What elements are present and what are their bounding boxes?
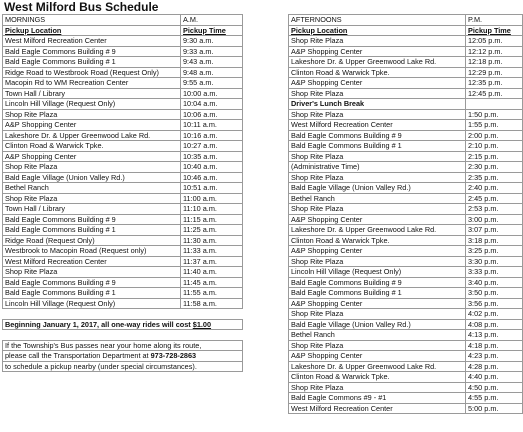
footer-call-text: please call the Transportation Department at	[5, 351, 151, 360]
table-row	[289, 78, 523, 89]
table-row	[289, 57, 523, 68]
pickup-location-cell: West Milford Recreation Center	[3, 36, 181, 47]
pickup-time-cell: 11:55 a.m.	[181, 288, 243, 299]
pickup-location-cell: Bald Eagle Commons Building # 1	[289, 141, 466, 152]
table-row	[3, 130, 243, 141]
pickup-location-cell: West Milford Recreation Center	[289, 403, 466, 414]
morning-schedule-table	[2, 14, 243, 372]
table-row	[3, 298, 243, 309]
footer-line-3: to schedule a pickup nearby (under special circumstances).	[3, 361, 243, 372]
pickup-time-cell: 4:08 p.m.	[466, 319, 523, 330]
table-row	[289, 382, 523, 393]
footer-row	[3, 361, 243, 372]
pickup-time-cell: 4:23 p.m.	[466, 351, 523, 362]
table-row	[289, 393, 523, 404]
table-row	[289, 403, 523, 414]
pickup-location-cell: Bald Eagle Commons Building # 1	[3, 225, 181, 236]
table-row	[289, 351, 523, 362]
pickup-location-cell: Bald Eagle Commons Building # 9	[3, 277, 181, 288]
pickup-location-cell: Bald Eagle Commons #9 - #1	[289, 393, 466, 404]
pickup-location-cell: Bethel Ranch	[3, 183, 181, 194]
pickup-time-cell: 10:16 a.m.	[181, 130, 243, 141]
footer-row	[3, 351, 243, 362]
footer-row	[3, 340, 243, 351]
table-row	[3, 277, 243, 288]
pickup-time-cell: 12:18 p.m.	[466, 57, 523, 68]
table-row	[3, 120, 243, 131]
pickup-location-cell: A&P Shopping Center	[289, 214, 466, 225]
table-row	[3, 193, 243, 204]
pickup-time-cell: 4:28 p.m.	[466, 361, 523, 372]
pickup-location-cell: Shop Rite Plaza	[289, 88, 466, 99]
footer-line-1: If the Township's Bus passes near your home along its route,	[3, 340, 243, 351]
table-row	[289, 225, 523, 236]
pickup-location-cell: Shop Rite Plaza	[289, 172, 466, 183]
pickup-location-cell: Shop Rite Plaza	[3, 193, 181, 204]
pickup-time-cell: 12:12 p.m.	[466, 46, 523, 57]
pickup-location-cell: Clinton Road & Warwick Tpke.	[3, 141, 181, 152]
pickup-time-cell: 9:43 a.m.	[181, 57, 243, 68]
table-row	[289, 141, 523, 152]
pickup-time-header: Pickup Time	[181, 25, 243, 36]
pickup-time-cell: 10:06 a.m.	[181, 109, 243, 120]
pickup-time-cell: 10:11 a.m.	[181, 120, 243, 131]
fare-notice-text: Beginning January 1, 2017, all one-way rides will cost	[5, 319, 193, 329]
pickup-location-cell: Shop Rite Plaza	[289, 256, 466, 267]
pickup-time-cell: 2:00 p.m.	[466, 130, 523, 141]
pickup-location-cell: A&P Shopping Center	[289, 78, 466, 89]
pickup-time-cell: 3:25 p.m.	[466, 246, 523, 257]
pickup-location-cell: Shop Rite Plaza	[289, 204, 466, 215]
page-title: West Milford Bus Schedule	[4, 0, 159, 14]
period-header: AFTERNOONS	[289, 15, 466, 26]
table-row	[289, 277, 523, 288]
pickup-time-cell: 11:37 a.m.	[181, 256, 243, 267]
table-row	[3, 214, 243, 225]
spacer-row	[3, 309, 243, 320]
pickup-time-header: Pickup Time	[466, 25, 523, 36]
pickup-location-cell: Lincoln Hill Village (Request Only)	[3, 298, 181, 309]
pickup-location-cell: Bethel Ranch	[289, 330, 466, 341]
table-row	[289, 120, 523, 131]
pickup-time-cell: 11:00 a.m.	[181, 193, 243, 204]
pickup-time-cell: 9:48 a.m.	[181, 67, 243, 78]
table-row	[3, 246, 243, 257]
pickup-time-cell: 12:45 p.m.	[466, 88, 523, 99]
fare-notice	[3, 319, 243, 330]
phone-number: 973-728-2863	[150, 351, 197, 360]
table-row	[289, 319, 523, 330]
table-row	[3, 88, 243, 99]
pickup-time-cell: 5:00 p.m.	[466, 403, 523, 414]
pickup-location-cell: Shop Rite Plaza	[289, 109, 466, 120]
table-row	[289, 99, 523, 110]
table-row	[3, 36, 243, 47]
table-row	[289, 214, 523, 225]
pickup-time-cell: 3:18 p.m.	[466, 235, 523, 246]
pickup-location-cell: Westbrook to Macopin Road (Request only)	[3, 246, 181, 257]
pickup-time-cell: 10:35 a.m.	[181, 151, 243, 162]
pickup-time-cell: 3:56 p.m.	[466, 298, 523, 309]
pickup-time-cell: 10:04 a.m.	[181, 99, 243, 110]
pickup-location-cell: Shop Rite Plaza	[289, 151, 466, 162]
table-row	[3, 99, 243, 110]
pickup-time-cell: 12:35 p.m.	[466, 78, 523, 89]
spacer-cell	[181, 330, 243, 341]
table-row	[3, 141, 243, 152]
table-row	[289, 256, 523, 267]
pickup-time-cell: 9:30 a.m.	[181, 36, 243, 47]
pickup-location-cell: Shop Rite Plaza	[289, 382, 466, 393]
table-row	[3, 46, 243, 57]
pickup-time-cell: 2:40 p.m.	[466, 183, 523, 194]
table-row	[3, 267, 243, 278]
table-row	[289, 309, 523, 320]
table-row	[289, 109, 523, 120]
pickup-location-cell: Shop Rite Plaza	[3, 162, 181, 173]
period-header: MORNINGS	[3, 15, 181, 26]
pickup-time-cell: 10:00 a.m.	[181, 88, 243, 99]
table-row	[3, 151, 243, 162]
table-row	[3, 67, 243, 78]
table-row	[289, 67, 523, 78]
pickup-location-cell: Clinton Road & Warwick Tpke.	[289, 372, 466, 383]
pickup-time-cell: 9:33 a.m.	[181, 46, 243, 57]
table-row	[3, 235, 243, 246]
table-row	[289, 162, 523, 173]
table-row	[289, 288, 523, 299]
spacer-cell	[181, 309, 243, 320]
table-row	[3, 57, 243, 68]
pickup-time-cell: 3:00 p.m.	[466, 214, 523, 225]
table-row	[3, 172, 243, 183]
table-row	[3, 162, 243, 173]
table-row	[289, 36, 523, 47]
pickup-time-cell: 11:25 a.m.	[181, 225, 243, 236]
pickup-location-cell: Lincoln Hill Village (Request Only)	[3, 99, 181, 110]
pickup-location-cell: Lakeshore Dr. & Upper Greenwood Lake Rd.	[289, 225, 466, 236]
pickup-location-cell: Shop Rite Plaza	[3, 109, 181, 120]
ampm-header: A.M.	[181, 15, 243, 26]
table-row	[289, 204, 523, 215]
pickup-location-cell: Bald Eagle Commons Building # 1	[3, 57, 181, 68]
pickup-time-cell	[466, 99, 523, 110]
pickup-location-cell: Town Hall / Library	[3, 204, 181, 215]
pickup-time-cell: 4:40 p.m.	[466, 372, 523, 383]
pickup-location-cell: Clinton Road & Warwick Tpke.	[289, 67, 466, 78]
pickup-location-cell: Shop Rite Plaza	[289, 36, 466, 47]
table-row	[289, 235, 523, 246]
pickup-time-cell: 4:02 p.m.	[466, 309, 523, 320]
pickup-location-cell: Clinton Road & Warwick Tpke.	[289, 235, 466, 246]
table-row	[289, 193, 523, 204]
pickup-time-cell: 2:15 p.m.	[466, 151, 523, 162]
pickup-location-cell: Bald Eagle Commons Building # 1	[289, 288, 466, 299]
pickup-time-cell: 1:50 p.m.	[466, 109, 523, 120]
pickup-location-cell: Ridge Road to Westbrook Road (Request Only)	[3, 67, 181, 78]
table-row	[289, 130, 523, 141]
pickup-location-cell: Ridge Road (Request Only)	[3, 235, 181, 246]
pickup-location-cell: Town Hall / Library	[3, 88, 181, 99]
pickup-time-cell: 2:35 p.m.	[466, 172, 523, 183]
table-row	[289, 361, 523, 372]
pickup-location-cell: A&P Shopping Center	[3, 120, 181, 131]
pickup-location-cell: Driver's Lunch Break	[289, 99, 466, 110]
pickup-time-cell: 11:40 a.m.	[181, 267, 243, 278]
pickup-time-cell: 4:55 p.m.	[466, 393, 523, 404]
pickup-location-cell: Bald Eagle Commons Building # 9	[289, 277, 466, 288]
table-row	[289, 340, 523, 351]
table-row	[289, 172, 523, 183]
pickup-time-cell: 11:10 a.m.	[181, 204, 243, 215]
table-row	[289, 88, 523, 99]
footer-line-2	[3, 351, 243, 362]
table-row	[3, 204, 243, 215]
pickup-time-cell: 11:15 a.m.	[181, 214, 243, 225]
pickup-location-cell: A&P Shopping Center	[289, 246, 466, 257]
pickup-time-cell: 10:51 a.m.	[181, 183, 243, 194]
spacer-cell	[3, 309, 181, 320]
table-row	[289, 298, 523, 309]
pickup-location-cell: A&P Shopping Center	[3, 151, 181, 162]
pickup-time-cell: 11:58 a.m.	[181, 298, 243, 309]
pickup-location-cell: Bethel Ranch	[289, 193, 466, 204]
pickup-time-cell: 2:53 p.m.	[466, 204, 523, 215]
spacer-cell	[3, 330, 181, 341]
table-row	[3, 225, 243, 236]
pickup-location-cell: Bald Eagle Commons Building # 1	[3, 288, 181, 299]
pickup-location-cell: Bald Eagle Village (Union Valley Rd.)	[3, 172, 181, 183]
pickup-location-cell: Macopin Rd to WM Recreation Center	[3, 78, 181, 89]
pickup-location-cell: Lakeshore Dr. & Upper Greenwood Lake Rd.	[289, 361, 466, 372]
pickup-time-cell: 12:05 p.m.	[466, 36, 523, 47]
pickup-time-cell: 3:40 p.m.	[466, 277, 523, 288]
pickup-location-cell: Lincoln Hill Village (Request Only)	[289, 267, 466, 278]
pickup-location-cell: Bald Eagle Village (Union Valley Rd.)	[289, 319, 466, 330]
pickup-time-cell: 10:27 a.m.	[181, 141, 243, 152]
pickup-time-cell: 3:33 p.m.	[466, 267, 523, 278]
table-row	[3, 183, 243, 194]
right-subheader-row	[289, 25, 523, 36]
pickup-location-header: Pickup Location	[3, 25, 181, 36]
table-row	[289, 246, 523, 257]
pickup-time-cell: 11:30 a.m.	[181, 235, 243, 246]
pickup-time-cell: 2:10 p.m.	[466, 141, 523, 152]
pickup-time-cell: 12:29 p.m.	[466, 67, 523, 78]
pickup-time-cell: 11:45 a.m.	[181, 277, 243, 288]
pickup-time-cell: 3:07 p.m.	[466, 225, 523, 236]
pickup-location-cell: A&P Shopping Center	[289, 351, 466, 362]
table-row	[3, 78, 243, 89]
pickup-time-cell: 3:30 p.m.	[466, 256, 523, 267]
left-subheader-row	[3, 25, 243, 36]
pickup-location-header: Pickup Location	[289, 25, 466, 36]
fare-notice-row	[3, 319, 243, 330]
right-column-header-row	[289, 15, 523, 26]
pickup-location-cell: (Administrative Time)	[289, 162, 466, 173]
pickup-time-cell: 1:55 p.m.	[466, 120, 523, 131]
pickup-location-cell: Shop Rite Plaza	[3, 267, 181, 278]
pickup-location-cell: Shop Rite Plaza	[289, 340, 466, 351]
pickup-time-cell: 3:50 p.m.	[466, 288, 523, 299]
pickup-location-cell: West Milford Recreation Center	[289, 120, 466, 131]
pickup-location-cell: A&P Shopping Center	[289, 298, 466, 309]
table-row	[289, 183, 523, 194]
spacer-row	[3, 330, 243, 341]
pickup-time-cell: 2:30 p.m.	[466, 162, 523, 173]
pickup-time-cell: 10:40 a.m.	[181, 162, 243, 173]
table-row	[289, 330, 523, 341]
table-row	[289, 372, 523, 383]
table-row	[3, 109, 243, 120]
pickup-location-cell: Bald Eagle Commons Building # 9	[3, 214, 181, 225]
pickup-location-cell: Shop Rite Plaza	[289, 309, 466, 320]
pickup-time-cell: 9:55 a.m.	[181, 78, 243, 89]
pickup-time-cell: 4:50 p.m.	[466, 382, 523, 393]
pickup-location-cell: West Milford Recreation Center	[3, 256, 181, 267]
pickup-location-cell: Lakeshore Dr. & Upper Greenwood Lake Rd.	[3, 130, 181, 141]
table-row	[3, 256, 243, 267]
pickup-location-cell: Bald Eagle Village (Union Valley Rd.)	[289, 183, 466, 194]
table-row	[289, 151, 523, 162]
table-row	[289, 46, 523, 57]
afternoon-schedule-table	[288, 14, 523, 414]
pickup-location-cell: Bald Eagle Commons Building # 9	[3, 46, 181, 57]
ampm-header: P.M.	[466, 15, 523, 26]
left-column-header-row	[3, 15, 243, 26]
table-row	[289, 267, 523, 278]
pickup-time-cell: 2:45 p.m.	[466, 193, 523, 204]
pickup-time-cell: 4:18 p.m.	[466, 340, 523, 351]
pickup-time-cell: 4:13 p.m.	[466, 330, 523, 341]
pickup-time-cell: 10:46 a.m.	[181, 172, 243, 183]
pickup-location-cell: Lakeshore Dr. & Upper Greenwood Lake Rd.	[289, 57, 466, 68]
table-row	[3, 288, 243, 299]
fare-amount: $1.00	[192, 319, 212, 329]
pickup-time-cell: 11:33 a.m.	[181, 246, 243, 257]
pickup-location-cell: A&P Shopping Center	[289, 46, 466, 57]
pickup-location-cell: Bald Eagle Commons Building # 9	[289, 130, 466, 141]
